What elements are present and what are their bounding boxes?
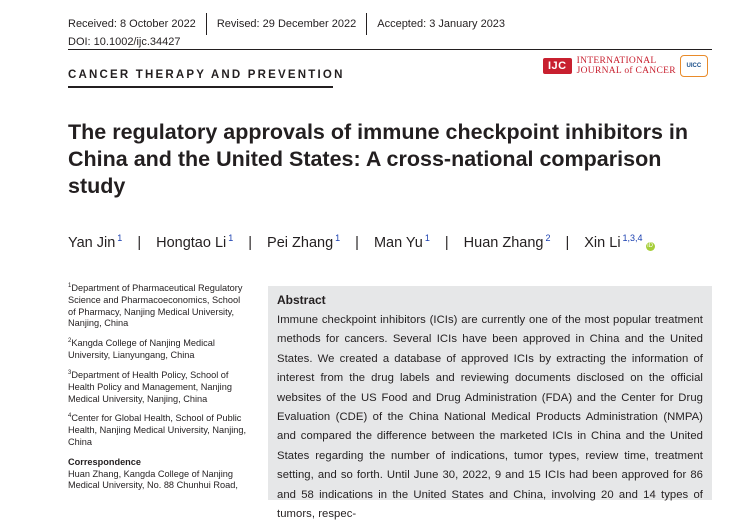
author-name: Pei Zhang $^1$	[267, 233, 341, 251]
affiliations	[68, 281, 248, 492]
divider	[206, 13, 207, 35]
header-rule	[68, 49, 712, 50]
author-name: Man Yu $^1$	[373, 233, 430, 251]
author-name: Xin Li $^{1,3,4}$	[584, 233, 643, 251]
uicc-badge-icon: UICC	[680, 55, 708, 77]
journal-logo[interactable]	[543, 55, 708, 77]
orcid-icon[interactable]: iD	[647, 242, 653, 249]
affiliation-ref[interactable]: 1	[228, 233, 234, 243]
publication-dates	[68, 13, 505, 35]
section-underline	[68, 86, 333, 88]
divider	[366, 13, 367, 35]
affiliation-ref[interactable]: 1,3,4	[622, 233, 643, 243]
abstract-heading: Abstract	[277, 293, 326, 307]
affiliation-item: $^3$Department of Health Policy, School of Health Policy and Management, Nanjing Medical University, Nanjing, China	[68, 369, 232, 404]
affiliation-ref[interactable]: 1	[424, 233, 430, 243]
abstract-text: Immune checkpoint inhibitors (ICIs) are currently one of the most popular treatment methods for cancers. Several ICIs have been approved in China and the United States. We created a database of approved ICIs by extracting the information of interest from the drug labels and reviewing documents disclosed on the official websites of the US Food and Drug Administration (FDA) and the Center for Drug Evaluation (CDE) of the China National Medical Products Administration (NMPA) and compared the difference between the marketed ICIs in China and the United States regarding the number of indications, tumor types, review time, treatment setting, and so forth. Until June 30, 2022, 9 and 15 ICIs had been approved for 86 and 58 indications in the United States and China, involving 20 and 14 types of tumors, respec-	[277, 314, 703, 521]
article-title: The regulatory approvals of immune checkpoint inhibitors in China and the United States: A cross-national comparison study	[68, 120, 689, 198]
author-separator: |	[565, 234, 570, 251]
received-date: Received: 8 October 2022	[68, 18, 196, 30]
doi-link[interactable]: DOI: 10.1002/ijc.34427	[68, 36, 181, 48]
journal-name	[577, 56, 676, 76]
affiliation-item: $^2$Kangda College of Nanjing Medical University, Lianyungang, China	[68, 338, 215, 361]
affiliation-ref[interactable]: 1	[335, 233, 341, 243]
revised-date: Revised: 29 December 2022	[216, 18, 357, 30]
author-separator: |	[355, 234, 359, 251]
correspondence-text: Huan Zhang, Kangda College of Nanjing Medical University, No. 88 Chunhui Road,	[68, 468, 238, 491]
journal-name-line2: JOURNAL of CANCER	[576, 66, 676, 76]
section-label: CANCER THERAPY AND PREVENTION	[68, 69, 345, 81]
author-separator: |	[444, 234, 449, 251]
author-separator: |	[137, 234, 142, 251]
affiliation-ref[interactable]: 2	[545, 233, 551, 243]
author-separator: |	[248, 234, 253, 251]
affiliation-item: $^1$Department of Pharmaceutical Regulatory Science and Pharmacoeconomics, School of Pharmacy, Nanjing Medical University, Nanjing, China	[68, 283, 243, 329]
accepted-date: Accepted: 3 January 2023	[377, 18, 506, 30]
author-name: Yan Jin $^1$	[68, 233, 123, 251]
affiliation-ref[interactable]: 1	[117, 233, 123, 243]
affiliation-item: $^4$Center for Global Health, School of Public Health, Nanjing Medical University, Nanjing, China	[68, 413, 247, 448]
author-name: Hongtao Li $^1$	[156, 233, 234, 251]
author-list	[68, 233, 655, 251]
correspondence-heading: Correspondence	[68, 456, 142, 467]
ijc-logo-box: IJC	[543, 58, 572, 74]
journal-name-line1: INTERNATIONAL	[576, 56, 657, 66]
author-name: Huan Zhang $^2$	[463, 233, 551, 251]
